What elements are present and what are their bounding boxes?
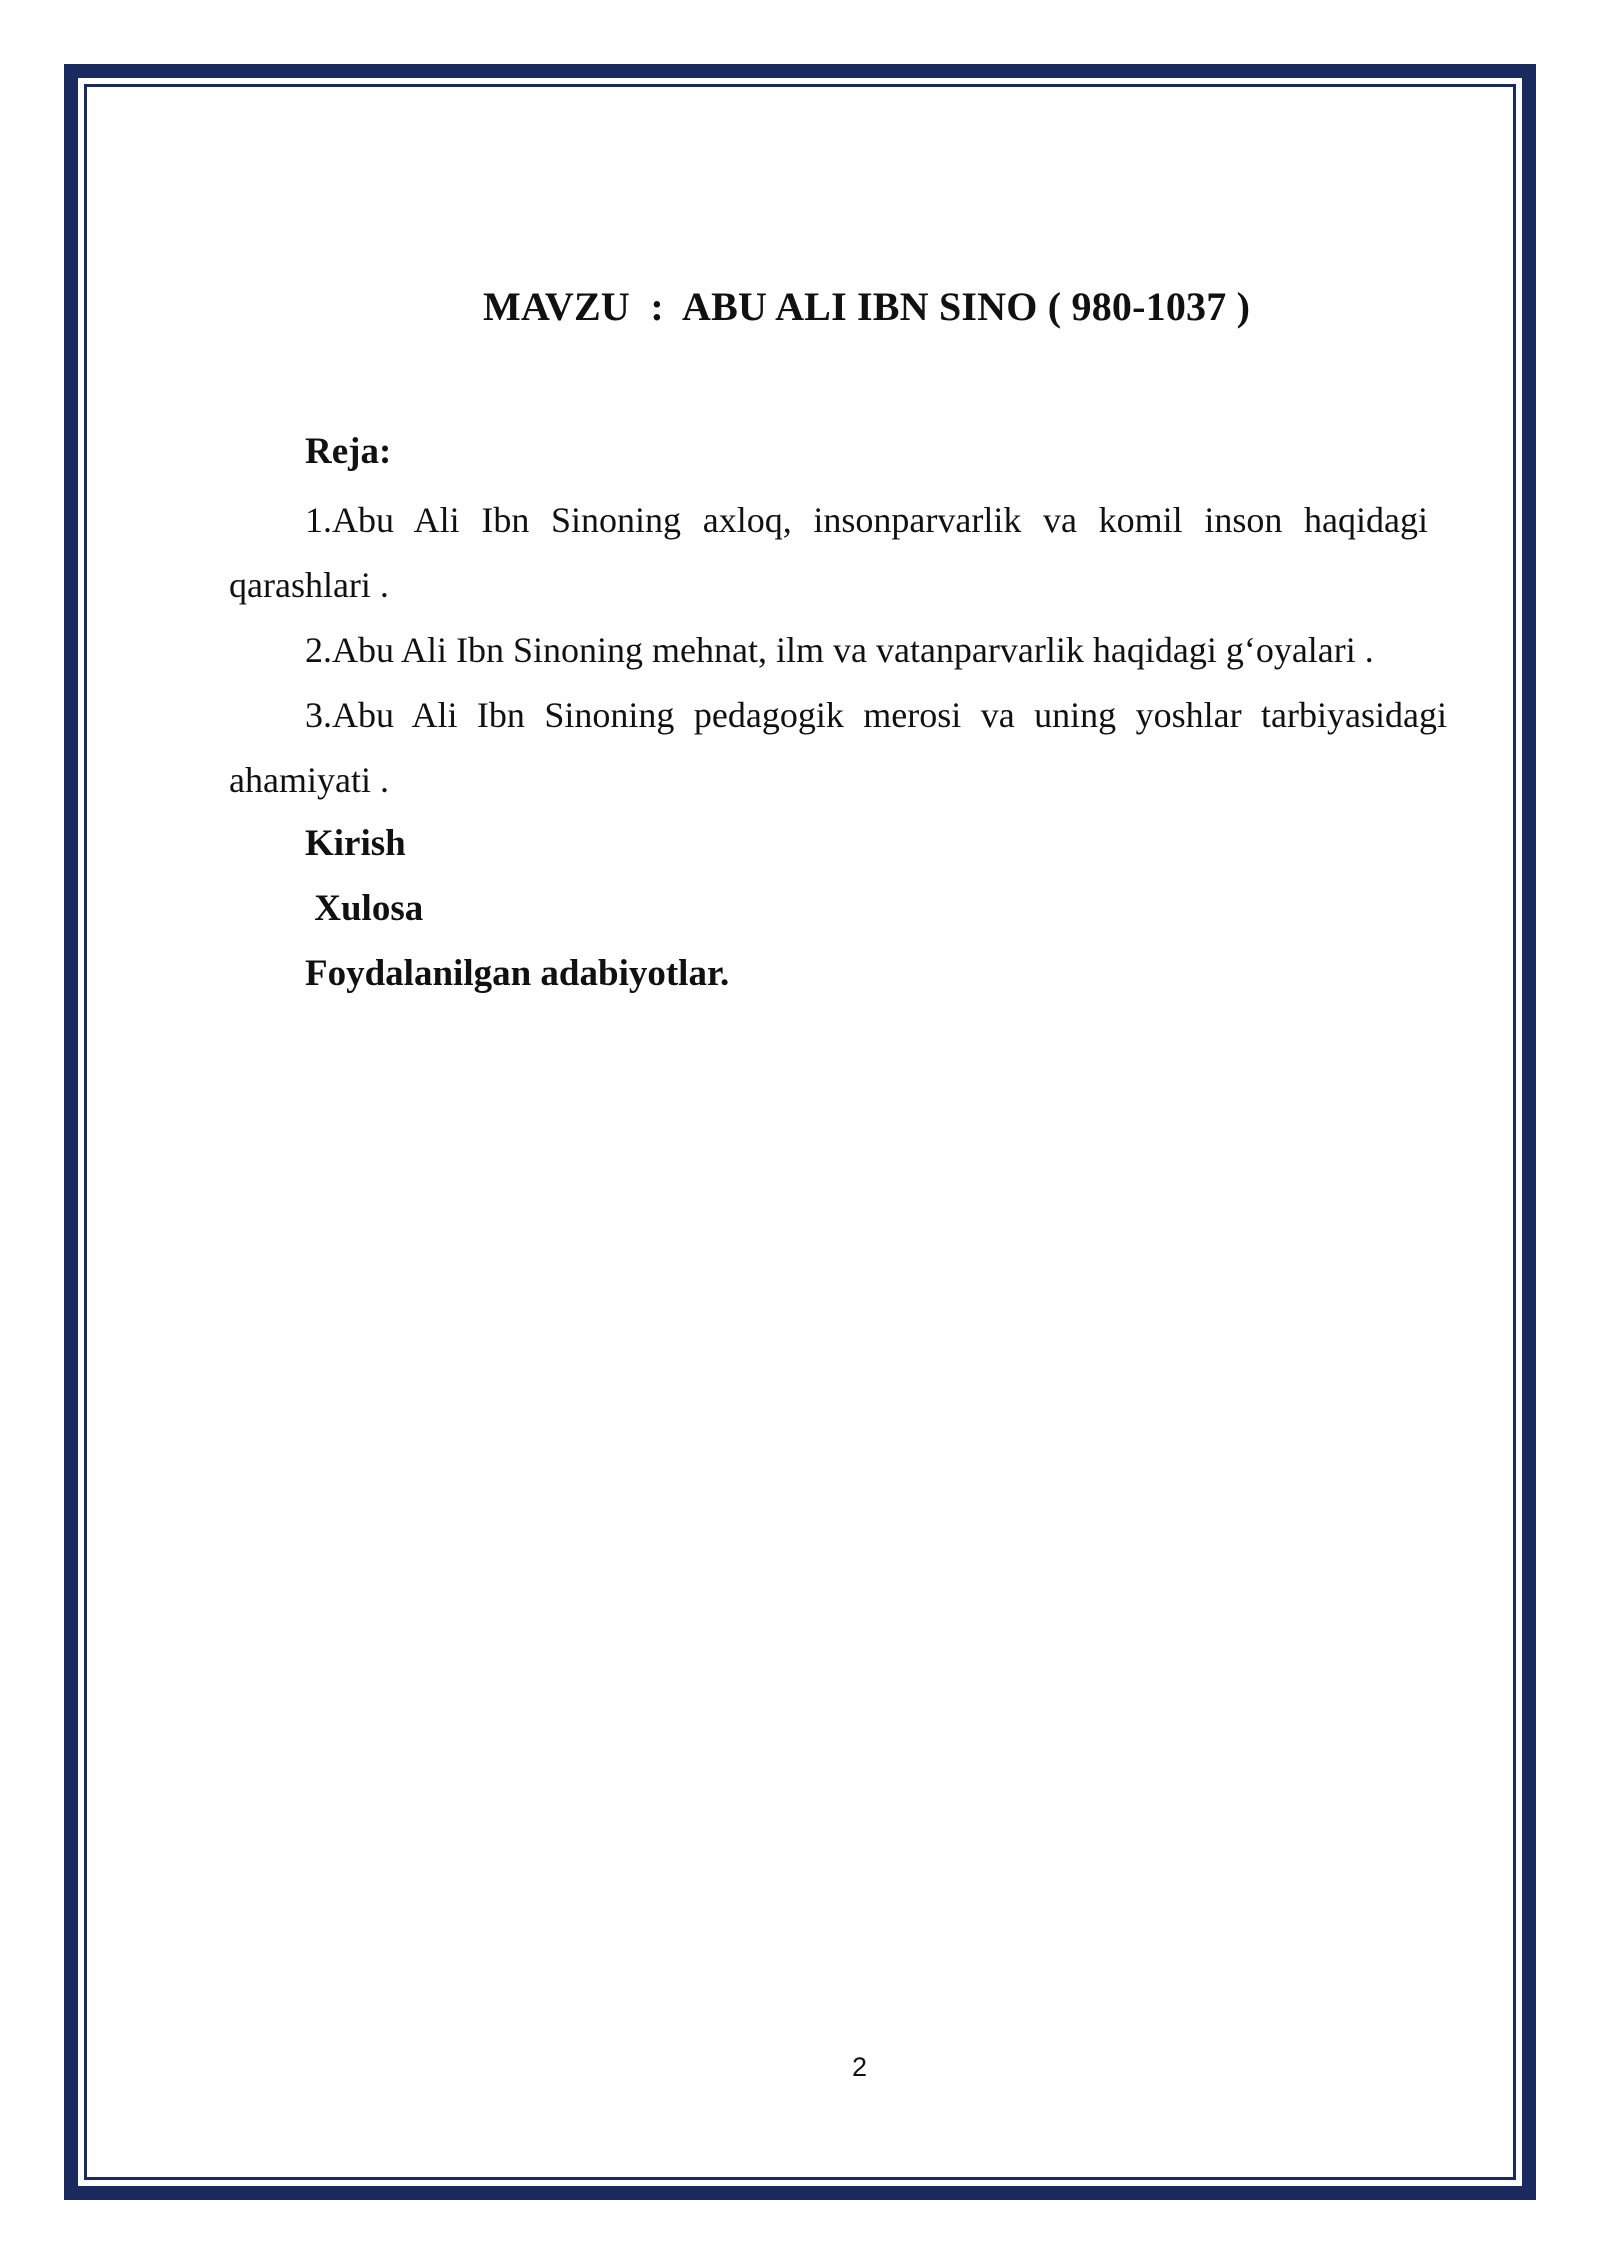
section-references: Foydalanilgan adabiyotlar.	[305, 953, 730, 994]
document-title: MAVZU : ABU ALI IBN SINO ( 980-1037 )	[483, 284, 1251, 329]
plan-item-1: 1.Abu Ali Ibn Sinoning axloq, insonparvarlik va komil inson haqidagi qarashlari .	[229, 500, 1428, 605]
section-conclusion: Xulosa	[305, 888, 424, 929]
page-number: 2	[852, 2052, 868, 2082]
plan-item-2: 2.Abu Ali Ibn Sinoning mehnat, ilm va vatanparvarlik haqidagi g‘oyalari .	[305, 630, 1374, 670]
section-introduction: Kirish	[305, 823, 406, 864]
plan-item-3: 3.Abu Ali Ibn Sinoning pedagogik merosi va uning yoshlar tarbiyasidagi ahamiyati .	[229, 695, 1447, 800]
plan-heading: Reja:	[305, 431, 392, 472]
page-border-inner	[84, 84, 1516, 2180]
